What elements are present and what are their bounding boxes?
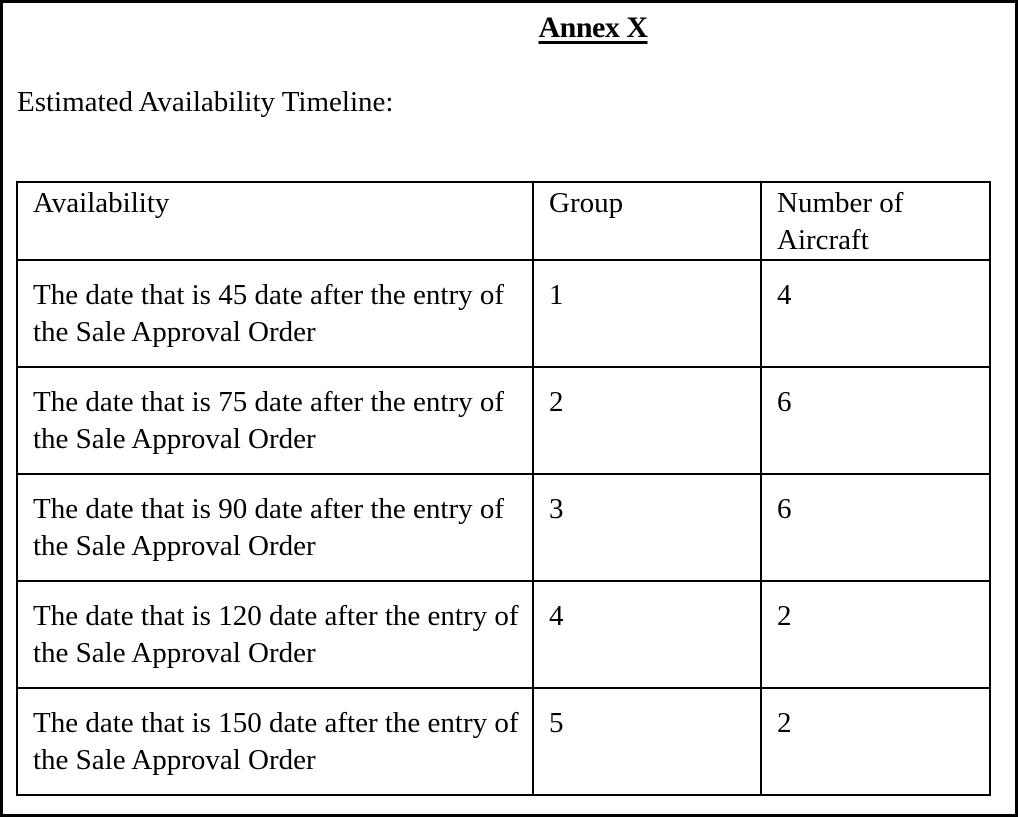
cell-availability: The date that is 90 date after the entry of the Sale Approval Order <box>17 474 533 581</box>
cell-group: 5 <box>533 688 761 795</box>
cell-number-of-aircraft: 2 <box>761 688 990 795</box>
availability-timeline-table <box>16 181 991 796</box>
cell-number-of-aircraft: 6 <box>761 474 990 581</box>
cell-number-of-aircraft: 6 <box>761 367 990 474</box>
table-row <box>17 688 990 795</box>
cell-number-of-aircraft: 4 <box>761 260 990 367</box>
cell-group: 2 <box>533 367 761 474</box>
table-row <box>17 474 990 581</box>
header-number-of-aircraft: Number of Aircraft <box>761 182 990 260</box>
table-row <box>17 581 990 688</box>
annex-title: Annex X <box>538 11 648 44</box>
header-availability: Availability <box>17 182 533 260</box>
cell-group: 4 <box>533 581 761 688</box>
cell-availability: The date that is 120 date after the entry of the Sale Approval Order <box>17 581 533 688</box>
cell-group: 1 <box>533 260 761 367</box>
cell-availability: The date that is 45 date after the entry of the Sale Approval Order <box>17 260 533 367</box>
table-row <box>17 260 990 367</box>
table-header-row <box>17 182 990 260</box>
cell-number-of-aircraft: 2 <box>761 581 990 688</box>
cell-availability: The date that is 75 date after the entry of the Sale Approval Order <box>17 367 533 474</box>
cell-availability: The date that is 150 date after the entry of the Sale Approval Order <box>17 688 533 795</box>
header-group: Group <box>533 182 761 260</box>
intro-label: Estimated Availability Timeline: <box>17 86 394 118</box>
cell-group: 3 <box>533 474 761 581</box>
table-row <box>17 367 990 474</box>
